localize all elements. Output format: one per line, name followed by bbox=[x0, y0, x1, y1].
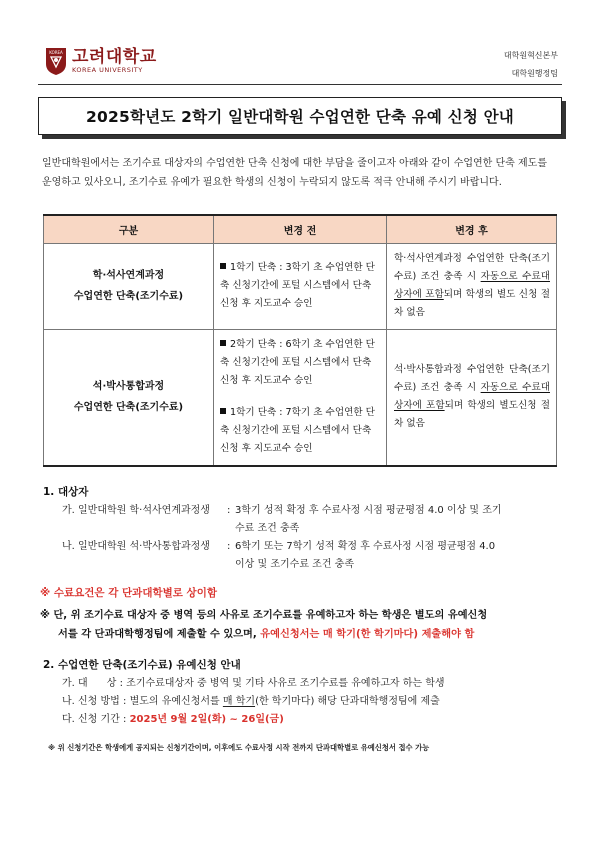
category-cell: 석·박사통합과정 수업연한 단축(조기수료) bbox=[44, 329, 214, 466]
bullet-square-icon bbox=[220, 408, 226, 414]
title-box bbox=[38, 97, 562, 135]
deferral-note: ※ 단, 위 조기수료 대상자 중 병역 등의 사유로 조기수료를 유예하고자 하는 학생은 별도의 유예신청 서를 각 단과대학행정팀에 제출할 수 있으며, 유예신청서는 매 학기(한 학기마다) 제출해야 함 bbox=[40, 610, 488, 640]
university-seal-icon bbox=[44, 46, 68, 76]
deferral-period: 다. 신청 기간 : 2025년 9월 2일(화) ~ 26일(금) bbox=[62, 714, 284, 725]
header-before: 변경 전 bbox=[214, 215, 387, 243]
after-cell: 학·석사연계과정 수업연한 단축(조기수료) 조건 충족 시 자동으로 수료대상자에 포함되며 학생의 별도 신청 절차 없음 bbox=[387, 243, 557, 329]
svg-text:KOREA: KOREA bbox=[49, 50, 63, 55]
table-row bbox=[44, 329, 557, 466]
before-cell: 1학기 단축 : 3학기 초 수업연한 단축 신청기간에 포털 시스템에서 단축 신청 후 지도교수 승인 bbox=[214, 243, 387, 329]
bullet-square-icon bbox=[220, 263, 226, 269]
department-admin: 대학원행정팀 bbox=[511, 69, 558, 78]
intro-paragraph: 일반대학원에서는 조기수료 대상자의 수업연한 단축 신청에 대한 부담을 줄이고자 아래와 같이 수업연한 단축 제도를 운영하고 있사오니, 조기수료 유예가 필요한 학생의 신청이 누락되지 않도록 적극 안내해 주시기 바랍니다. bbox=[42, 158, 548, 188]
document-title: 2025학년도 2학기 일반대학원 수업연한 단축 유예 신청 안내 bbox=[86, 108, 514, 126]
after-cell: 석·박사통합과정 수업연한 단축(조기수료) 조건 충족 시 자동으로 수료대상자에 포함되며 학생의 별도신청 절차 없음 bbox=[387, 329, 557, 466]
table-header-row bbox=[44, 215, 557, 243]
requirement-note: ※ 수료요건은 각 단과대학별로 상이함 bbox=[40, 587, 217, 599]
logo-english: KOREA UNIVERSITY bbox=[72, 66, 143, 74]
table-row bbox=[44, 243, 557, 329]
section2-heading: 2. 수업연한 단축(조기수료) 유예신청 안내 bbox=[43, 659, 241, 671]
header-after: 변경 후 bbox=[387, 215, 557, 243]
header-divider bbox=[38, 84, 562, 85]
deferral-method: 나. 신청 방법 : 별도의 유예신청서를 매 학기(한 학기마다) 해당 단과대학행정팀에 제출 bbox=[62, 696, 440, 707]
header-category: 구분 bbox=[44, 215, 214, 243]
eligibility-item-a: 가. 일반대학원 학·석사연계과정생 : 3학기 성적 확정 후 수료사정 시점 평균평점 4.0 이상 및 조기 수료 조건 충족 bbox=[62, 505, 502, 534]
department-innovation: 대학원혁신본부 bbox=[503, 51, 558, 60]
logo-korean: 고려대학교 bbox=[72, 47, 157, 67]
category-cell: 학·석사연계과정 수업연한 단축(조기수료) bbox=[44, 243, 214, 329]
bullet-square-icon bbox=[220, 340, 226, 346]
deferral-target: 가. 대 상 : 조기수료대상자 중 병역 및 기타 사유로 조기수료를 유예하고자 하는 학생 bbox=[62, 678, 445, 689]
comparison-table bbox=[43, 214, 557, 467]
footnote: ※ 위 신청기간은 학생에게 공지되는 신청기간이며, 이후에도 수료사정 시작 전까지 단과대학별로 유예신청서 접수 가능 bbox=[48, 743, 430, 752]
university-logo bbox=[44, 46, 157, 76]
eligibility-item-b: 나. 일반대학원 석·박사통합과정생 : 6학기 또는 7학기 성적 확정 후 수료사정 시점 평균평점 4.0 이상 및 조기수료 조건 충족 bbox=[62, 541, 496, 570]
section1-heading: 1. 대상자 bbox=[43, 486, 89, 498]
before-cell: 2학기 단축 : 6학기 초 수업연한 단축 신청기간에 포털 시스템에서 단축 신청 후 지도교수 승인 1학기 단축 : 7학기 초 수업연한 단축 신청기간에 포털 시스템에서 단축 신청 후 지도교수 승인 bbox=[214, 329, 387, 466]
